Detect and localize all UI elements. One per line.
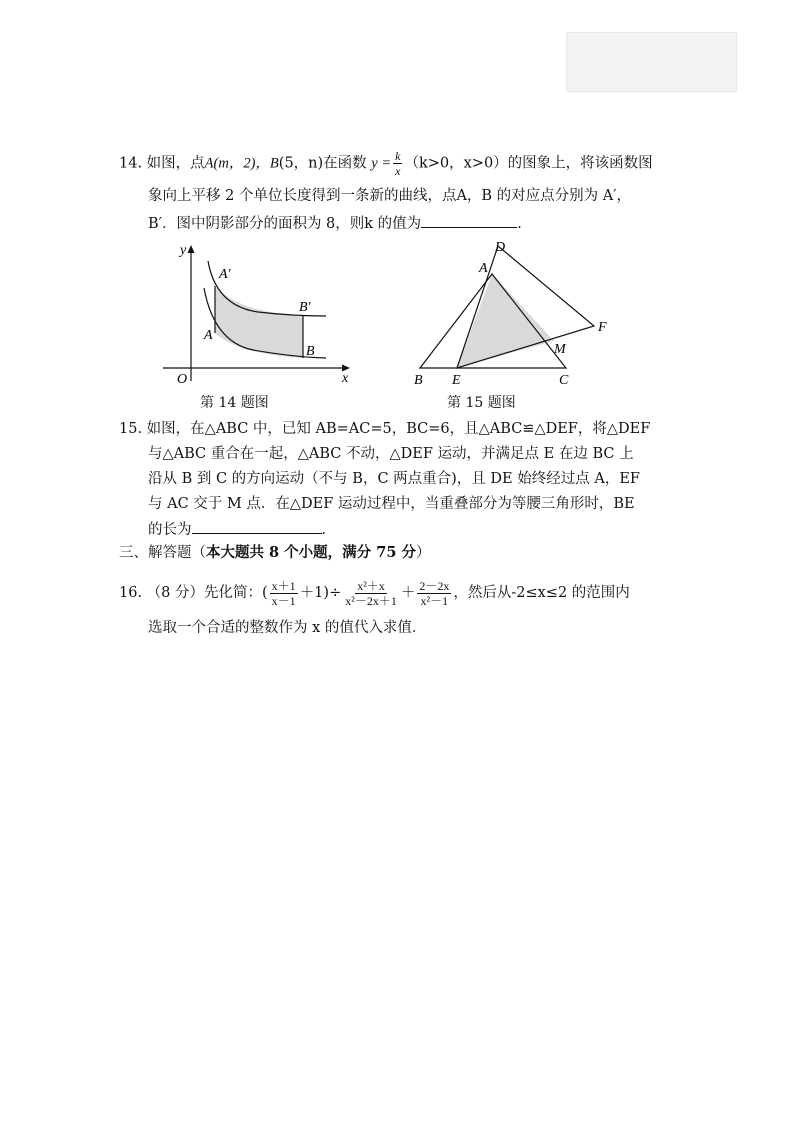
q15-answer-blank[interactable] <box>192 519 322 534</box>
q15-line-2: 与△ABC 重合在一起，△ABC 不动，△DEF 运动，并满足点 E 在边 BC 上 <box>148 446 634 462</box>
figure-14-caption: 第 14 题图 <box>200 395 269 411</box>
label-B-15: B <box>414 373 423 388</box>
label-E: E <box>452 373 461 388</box>
q16-number: 16. <box>119 585 143 601</box>
label-O: O <box>177 372 188 387</box>
y-axis-arrow <box>188 245 195 253</box>
q15-line-1: 15. 如图，在△ABC 中，已知 AB=AC=5，BC=6，且△ABC≌△DEF，将△DEF <box>119 421 651 437</box>
q14-answer-blank[interactable] <box>421 213 517 228</box>
figure-15 <box>408 236 618 391</box>
q14-number: 14. <box>119 155 143 172</box>
q15-line-5: 的长为 ． <box>148 519 336 540</box>
q14-line-3: B′．图中阴影部分的面积为 8，则k 的值为 ． <box>148 213 532 234</box>
shaded-region-14 <box>215 286 303 358</box>
label-M: M <box>554 342 566 357</box>
q14-line-2: 象向上平移 2 个单位长度得到一条新的曲线，点A，B 的对应点分别为 A′， <box>148 188 632 204</box>
label-B-prime: B′ <box>299 300 311 315</box>
q16-line-2: 选取一个合适的整数作为 x 的值代入求值． <box>148 620 427 636</box>
section-3-heading: 三、解答题（本大题共 8 个小题，满分 75 分） <box>119 544 431 561</box>
label-A-prime: A′ <box>219 267 231 282</box>
q15-line-3: 沿从 B 到 C 的方向运动（不与 B，C 两点重合)，且 DE 始终经过点 A，EF <box>148 471 640 487</box>
q16-fraction-3: $\frac{2-2x}{\text{x²－1}}$ <box>419 578 450 608</box>
q16-fraction-1: $\frac{x+1}{x-1}$ <box>271 578 296 608</box>
label-F: F <box>598 320 607 335</box>
figure-14 <box>158 236 358 391</box>
q16-fraction-2: $\frac{\text{x²＋x}}{\text{x²－2x＋1}}$ <box>345 578 397 608</box>
q15-line-4: 与 AC 交于 M 点．在△DEF 运动过程中，当重叠部分为等腰三角形时，BE <box>148 496 635 512</box>
q14-fraction-k-over-x: $\frac{k}{x}$ <box>395 149 401 178</box>
corner-placeholder-box <box>566 32 737 92</box>
label-B: B <box>306 344 315 359</box>
label-A: A <box>204 328 213 343</box>
label-y: y <box>180 243 187 258</box>
label-C: C <box>559 373 569 388</box>
label-A-15: A <box>479 261 488 276</box>
q15-number: 15. <box>119 421 143 437</box>
overlap-region-15 <box>457 274 554 368</box>
figure-15-caption: 第 15 题图 <box>447 395 516 411</box>
label-x: x <box>342 371 349 386</box>
q14-line-1: 14. 如图，点A(m，2)，B(5，n)在函数 y = $\frac{k}{x}$ （k>0，x>0）的图象上，将该函数图 <box>119 149 653 178</box>
q16-line-1: 16. （8 分）先化简：( $\frac{x+1}{x-1}$ ＋1)÷ $\frac{\text{x²＋x}}{\text{x²－2x＋1}}$ ＋ $\frac{2-2x}{\text{x²－1}}$ ，然后从-2≤x≤2 的范围内 <box>119 578 630 608</box>
label-D: D <box>495 240 506 255</box>
